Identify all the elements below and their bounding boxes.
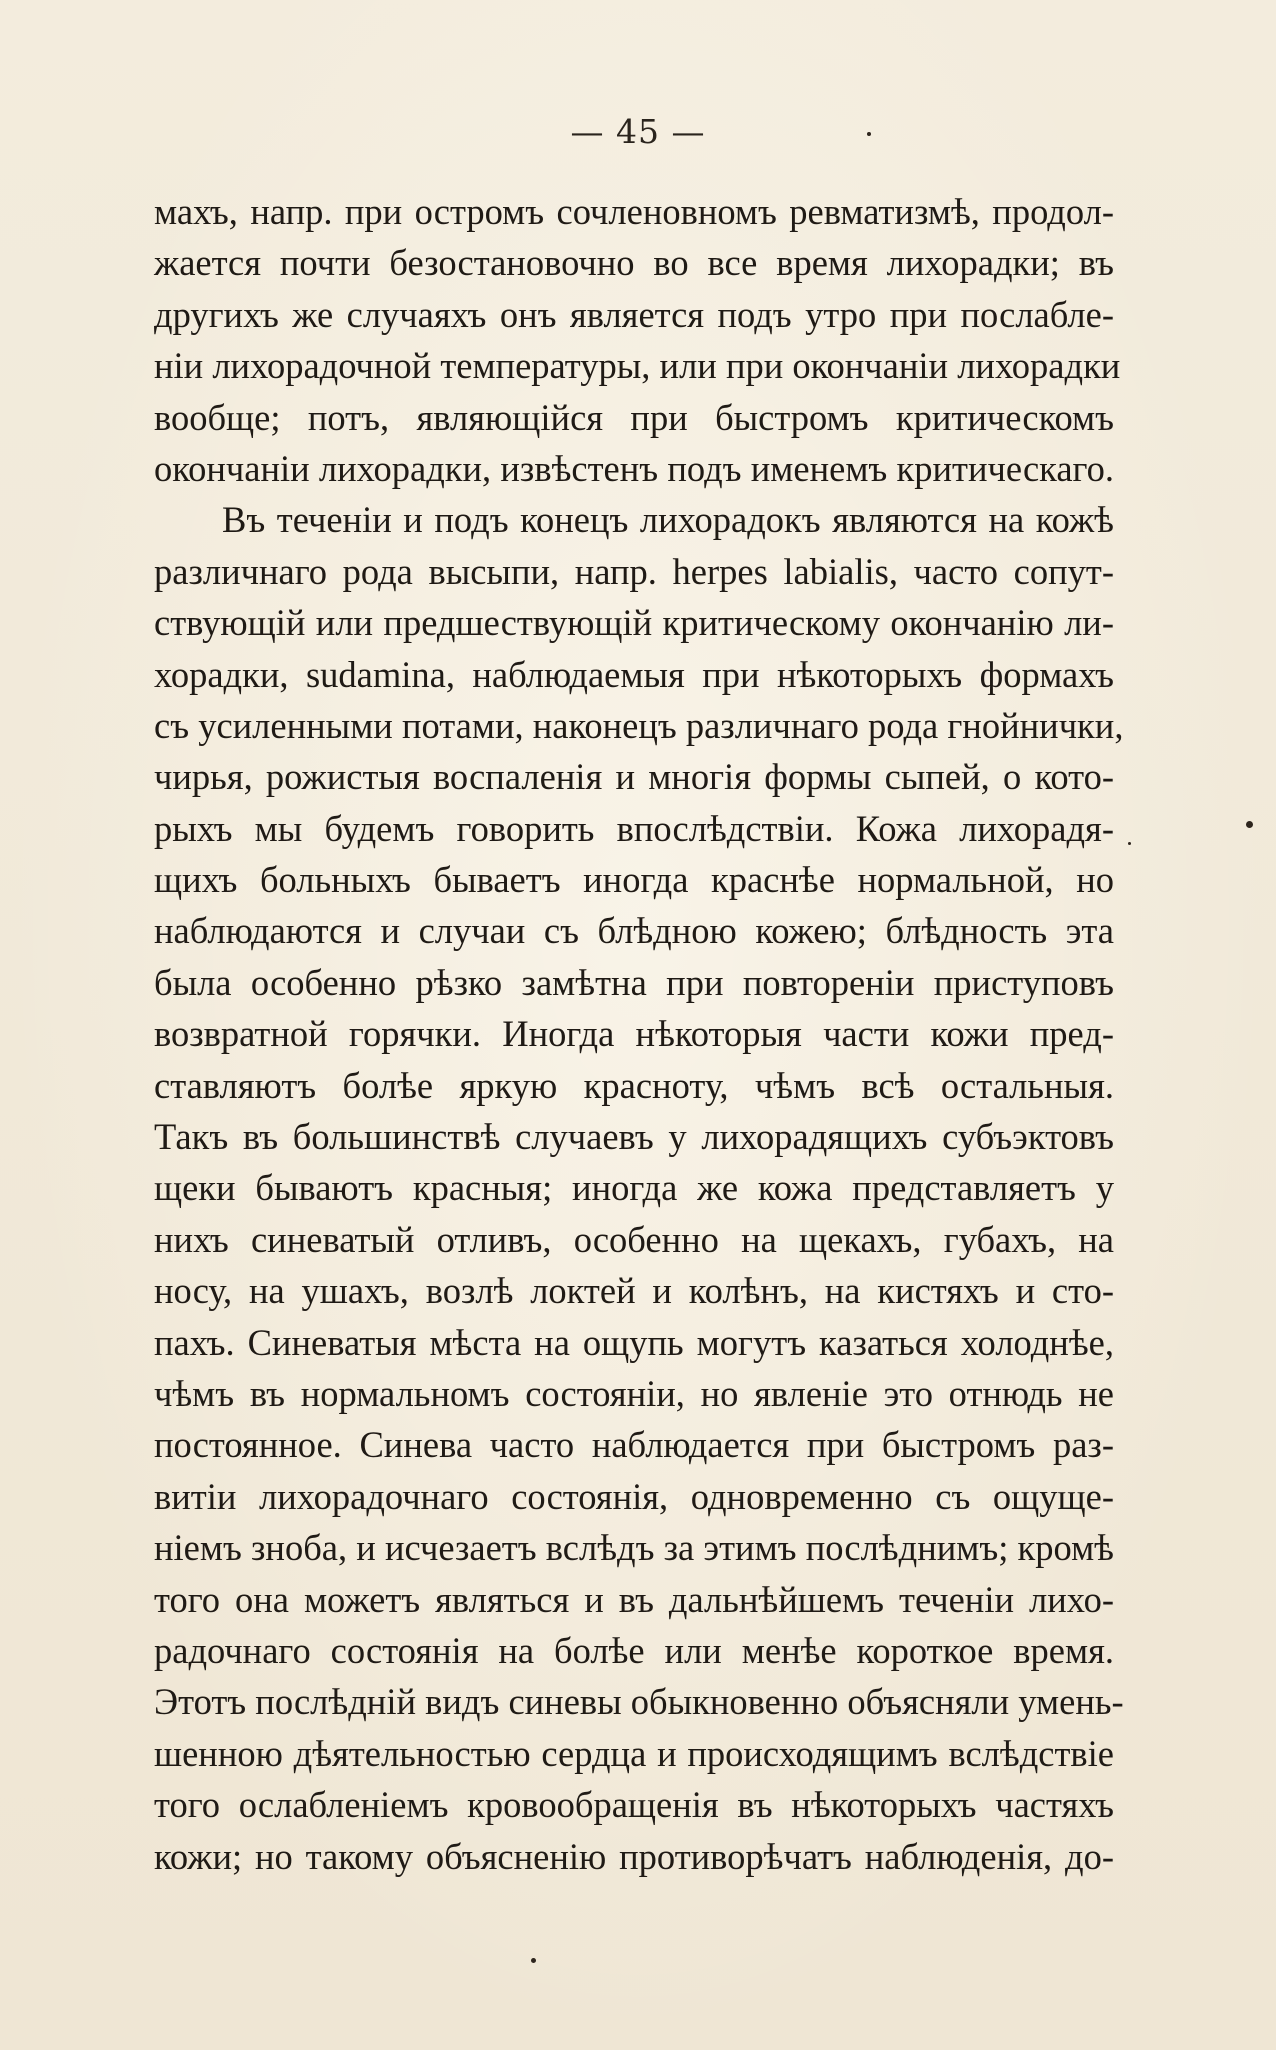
text-line: махъ, напр. при остромъ сочленовномъ ревматизмѣ, продол-	[154, 191, 1114, 232]
text-line: чѣмъ въ нормальномъ состояніи, но явленіе это отнюдь не	[154, 1372, 1114, 1414]
text-line: хорадки, sudamina, наблюдаемыя при нѣкоторыхъ формахъ	[154, 653, 1114, 695]
text-line: нихъ синеватый отливъ, особенно на щекахъ, губахъ, на	[154, 1218, 1114, 1260]
text-line: носу, на ушахъ, возлѣ локтей и колѣнъ, на кистяхъ и сто-	[154, 1270, 1114, 1312]
text-line: чирья, рожистыя воспаленія и многія формы сыпей, о кото-	[154, 756, 1114, 798]
text-line: ніемъ зноба, и исчезаетъ вслѣдъ за этимъ послѣднимъ; кромѣ	[154, 1527, 1114, 1569]
text-line: съ усиленными потами, наконецъ различнаго рода гнойнички,	[154, 704, 1124, 746]
text-line: Этотъ послѣдній видъ синевы обыкновенно объясняли умень-	[154, 1681, 1124, 1723]
text-line: различнаго рода высыпи, напр. herpes labialis, часто сопут-	[154, 550, 1114, 592]
text-line: ставляютъ болѣе яркую красноту, чѣмъ всѣ остальныя.	[154, 1064, 1114, 1106]
ink-speck	[867, 132, 871, 136]
body-text	[154, 186, 1124, 1882]
text-line: наблюдаются и случаи съ блѣдною кожею; блѣдность эта	[154, 910, 1114, 952]
text-line: ніи лихорадочной температуры, или при окончаніи лихорадки	[154, 345, 1121, 387]
page-number: — 45 —	[570, 112, 706, 151]
text-line: рыхъ мы будемъ говорить впослѣдствіи. Кожа лихорадя-	[154, 807, 1114, 849]
text-line: щеки бываютъ красныя; иногда же кожа представляетъ у	[154, 1167, 1114, 1209]
text-line: окончаніи лихорадки, извѣстенъ подъ именемъ критическаго.	[154, 447, 1114, 489]
text-line: вообще; потъ, являющійся при быстромъ критическомъ	[154, 396, 1114, 438]
text-line: щихъ больныхъ бываетъ иногда краснѣе нормальной, но	[154, 859, 1114, 901]
text-line: пахъ. Синеватыя мѣста на ощупь могутъ казаться холоднѣе,	[154, 1321, 1114, 1363]
text-line: радочнаго состоянія на болѣе или менѣе короткое время.	[154, 1629, 1114, 1671]
text-line: возвратной горячки. Иногда нѣкоторыя части кожи пред-	[154, 1013, 1114, 1055]
ink-speck	[1246, 821, 1253, 828]
ink-speck	[1128, 842, 1131, 845]
text-line: ствующій или предшествующій критическому окончанію ли-	[154, 602, 1114, 644]
text-line: кожи; но такому объясненію противорѣчатъ наблюденія, до-	[154, 1835, 1114, 1877]
text-line: другихъ же случаяхъ онъ является подъ утро при послабле-	[154, 293, 1114, 335]
text-line: Въ теченіи и подъ конецъ лихорадокъ являются на кожѣ	[222, 499, 1114, 541]
text-line: шенною дѣятельностью сердца и происходящимъ вслѣдствіе	[154, 1732, 1114, 1774]
text-line: того ослабленіемъ кровообращенія въ нѣкоторыхъ частяхъ	[154, 1784, 1114, 1826]
text-line: жается почти безостановочно во все время лихорадки; въ	[154, 242, 1114, 284]
text-line: того она можетъ являться и въ дальнѣйшемъ теченіи лихо-	[154, 1578, 1114, 1620]
text-line: Такъ въ большинствѣ случаевъ у лихорадящихъ субъэктовъ	[154, 1116, 1114, 1158]
ink-speck	[531, 1958, 536, 1963]
text-line: была особенно рѣзко замѣтна при повтореніи приступовъ	[154, 961, 1114, 1003]
text-line: постоянное. Синева часто наблюдается при быстромъ раз-	[154, 1424, 1114, 1466]
text-line: витіи лихорадочнаго состоянія, одновременно съ ощуще-	[154, 1475, 1114, 1517]
